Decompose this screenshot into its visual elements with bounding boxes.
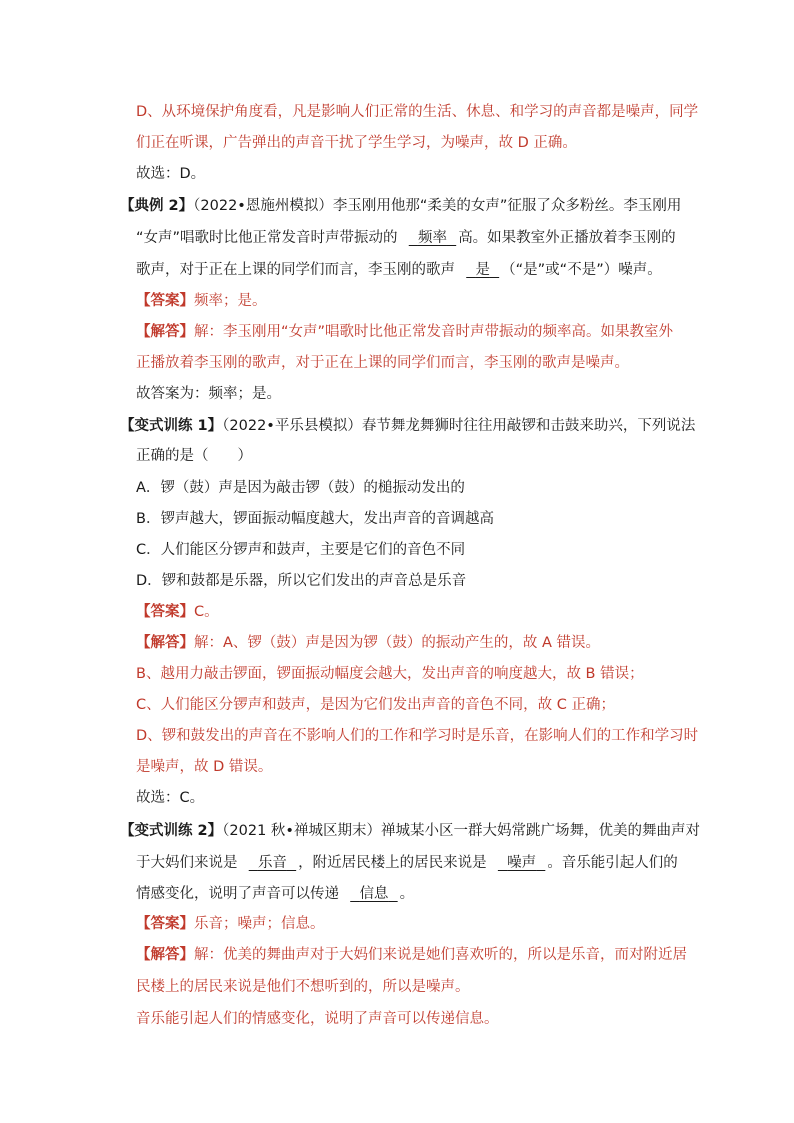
solution-tag: 【解答】 (136, 947, 194, 963)
variant-2-question-line (136, 884, 414, 904)
question-text: （2022•平乐县模拟）春节舞龙舞狮时往往用敲锣和击鼓来助兴，下列说法 (222, 418, 696, 434)
answer-tag: 【答案】 (136, 604, 194, 620)
solution-line: 民楼上的居民来说是他们不想听到的，所以是噪声。 (136, 979, 470, 995)
question-text: （2022•恩施州模拟）李玉刚用他那“柔美的女声”征服了众多粉丝。李玉刚用 (193, 198, 682, 214)
solution-line: 正播放着李玉刚的歌声，对于正在上课的同学们而言，李玉刚的歌声是噪声。 (136, 355, 629, 371)
example-2-question-line (136, 228, 676, 248)
solution-line: B、越用力敲击锣面，锣面振动幅度会越大，发出声音的响度越大，故 B 错误； (136, 666, 644, 682)
option-b: B．锣声越大，锣面振动幅度越大，发出声音的音调越高 (136, 511, 494, 527)
answer-blank: 乐音 (257, 855, 287, 871)
solution-line: C、人们能区分锣声和鼓声，是因为它们发出声音的音色不同，故 C 正确； (136, 697, 615, 713)
solution-line: D、锣和鼓发出的声音在不影响人们的工作和学习时是乐音，在影响人们的工作和学习时 (136, 728, 699, 744)
question-text: （2021 秋•禅城区期末）禅城某小区一群大妈常跳广场舞，优美的舞曲声对 (222, 823, 700, 839)
question-text: 情感变化，说明了声音可以传递 (136, 886, 339, 902)
final-answer: 故答案为：频率；是。 (136, 386, 281, 402)
question-text: 歌声，对于正在上课的同学们而言，李玉刚的歌声 (136, 262, 455, 278)
answer-text: C。 (194, 604, 219, 620)
solution-line: D、从环境保护角度看，凡是影响人们正常的生活、休息、和学习的声音都是噪声，同学 (136, 104, 699, 120)
example-2-question-line (120, 196, 681, 216)
answer-text: 频率；是。 (194, 293, 267, 309)
example-2-question-line (136, 260, 662, 280)
solution-line: 音乐能引起人们的情感变化，说明了声音可以传递信息。 (136, 1011, 499, 1027)
question-text: 高。如果教室外正播放着李玉刚的 (458, 230, 676, 246)
solution-line (136, 322, 673, 342)
answer-line (136, 602, 219, 622)
variant-2-question-line (120, 821, 700, 841)
answer-blank: 信息 (359, 886, 389, 902)
question-text: 于大妈们来说是 (136, 855, 238, 871)
final-answer: 故选：D。 (136, 166, 206, 182)
variant-tag: 【变式训练 1】 (120, 418, 223, 434)
answer-line (136, 291, 267, 311)
question-text: （“是”或“不是”）噪声。 (501, 262, 662, 278)
variant-1-question-line (120, 416, 695, 436)
option-c: C．人们能区分锣声和鼓声，主要是它们的音色不同 (136, 542, 466, 558)
solution-line: 们正在听课，广告弹出的声音干扰了学生学习，为噪声，故 D 正确。 (136, 135, 577, 151)
final-answer: 故选：C。 (136, 790, 205, 806)
question-text: ，附近居民楼上的居民来说是 (298, 855, 487, 871)
solution-text: 解：优美的舞曲声对于大妈们来说是她们喜欢听的，所以是乐音，而对附近居 (194, 947, 687, 963)
solution-text: 解：A、锣（鼓）声是因为锣（鼓）的振动产生的，故 A 错误。 (194, 635, 601, 651)
question-text: 。 (399, 886, 415, 902)
option-d: D．锣和鼓都是乐器，所以它们发出的声音总是乐音 (136, 573, 467, 589)
answer-blank: 是 (475, 262, 490, 278)
option-a: A．锣（鼓）声是因为敲击锣（鼓）的槌振动发出的 (136, 480, 465, 496)
solution-line: 是噪声，故 D 错误。 (136, 759, 273, 775)
answer-tag: 【答案】 (136, 916, 194, 932)
solution-tag: 【解答】 (136, 324, 194, 340)
answer-tag: 【答案】 (136, 293, 194, 309)
example-tag: 【典例 2】 (120, 198, 194, 214)
question-text: 。音乐能引起人们的 (547, 855, 678, 871)
answer-blank: 噪声 (507, 855, 537, 871)
answer-text: 乐音；噪声；信息。 (194, 916, 325, 932)
variant-2-question-line (136, 853, 678, 873)
variant-1-question-line: 正确的是（ ） (136, 448, 252, 464)
answer-line (136, 914, 325, 934)
solution-line (136, 633, 600, 653)
solution-text: 解：李玉刚用“女声”唱歌时比他正常发音时声带振动的频率高。如果教室外 (194, 324, 674, 340)
solution-tag: 【解答】 (136, 635, 194, 651)
question-text: “女声”唱歌时比他正常发音时声带振动的 (136, 230, 398, 246)
answer-blank: 频率 (417, 230, 447, 246)
variant-tag: 【变式训练 2】 (120, 823, 223, 839)
solution-line (136, 945, 687, 965)
